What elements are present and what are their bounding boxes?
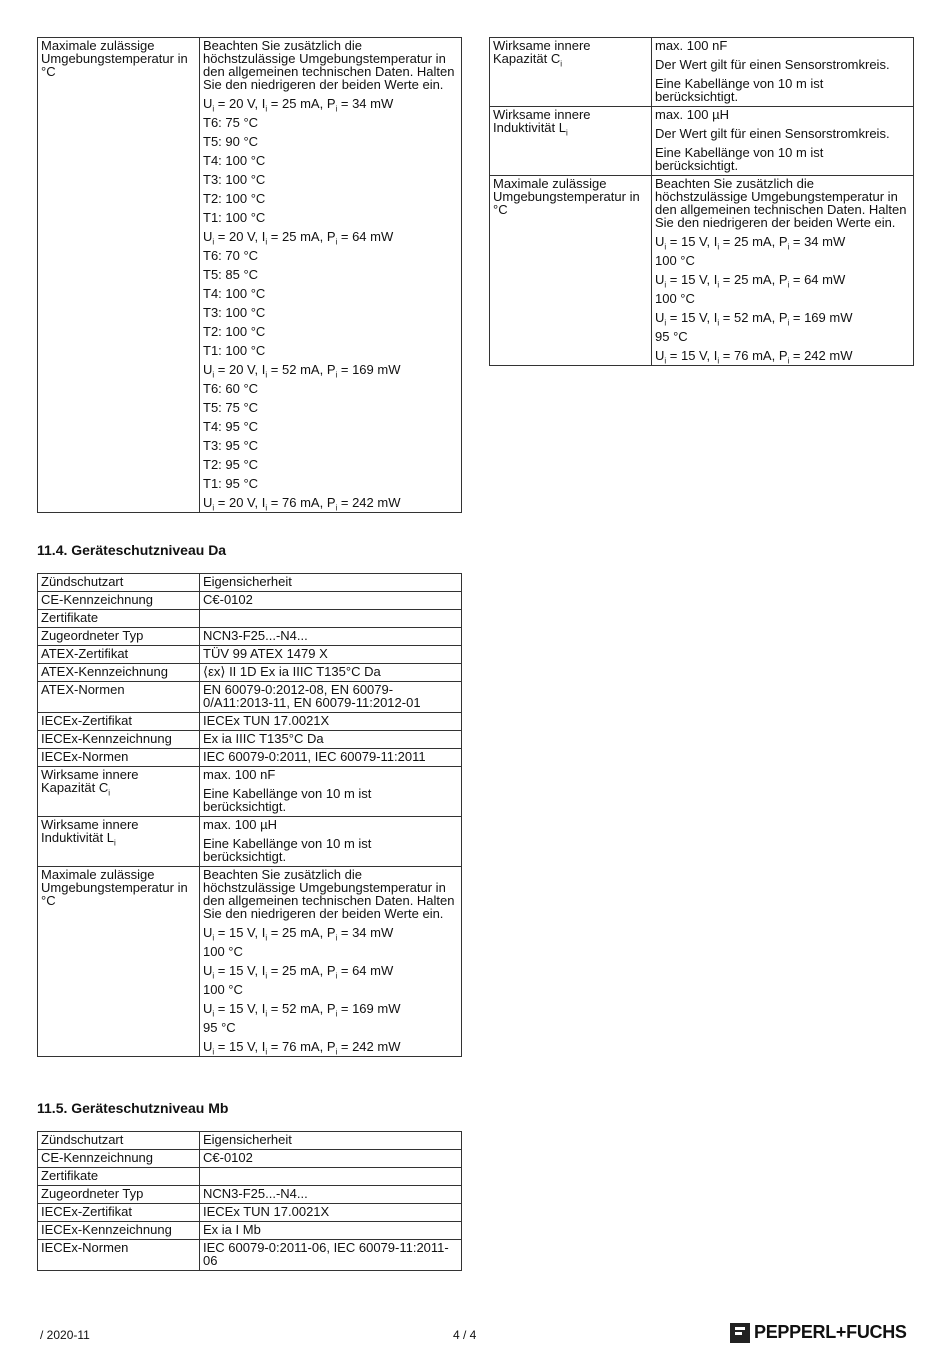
electrical-values-line: $U_i = 15$ V, $I_i = 52$ mA, $P_i = 169$ mW xyxy=(655,310,853,328)
temp-class-line: T6: 70 °C xyxy=(203,248,259,263)
capacitance-label: Wirksame innere Kapazität $C_i$ xyxy=(38,767,200,817)
brand-logo xyxy=(730,1322,907,1343)
inductance-values xyxy=(200,817,462,867)
electrical-values-line: $U_i = 20$ V, $I_i = 52$ mA, $P_i = 169$ mW xyxy=(203,362,401,380)
temp-class-line: T2: 100 °C xyxy=(203,324,266,339)
row-label: IECEx-Kennzeichnung xyxy=(38,731,200,749)
section-heading-mb: 11.5. Geräteschutzniveau Mb xyxy=(37,1100,229,1116)
value-line: Der Wert gilt für einen Sensorstromkreis. xyxy=(655,126,890,141)
row-label: ATEX-Zertifikat xyxy=(38,646,200,664)
footer-page-number: 4 / 4 xyxy=(453,1328,477,1342)
row-value: C€-0102 xyxy=(200,592,462,610)
section-da-table xyxy=(37,573,462,1057)
temp-class-line: T4: 95 °C xyxy=(203,419,259,434)
right-table-wrap xyxy=(489,37,914,366)
table-row xyxy=(38,682,462,713)
row-value: NCN3-F25...-N4... xyxy=(200,628,462,646)
table-row xyxy=(38,610,462,628)
temp-class-line: 95 °C xyxy=(655,329,688,344)
value-line: Eine Kabellänge von 10 m ist berücksichtigt. xyxy=(655,145,824,173)
table-row xyxy=(38,664,462,682)
temp-class-line: T3: 95 °C xyxy=(203,438,259,453)
row-label: Zündschutzart xyxy=(38,1132,200,1150)
temp-class-line: T4: 100 °C xyxy=(203,286,266,301)
electrical-values-line: $U_i = 15$ V, $I_i = 52$ mA, $P_i = 169$ mW xyxy=(203,1001,401,1019)
temp-class-line: T1: 100 °C xyxy=(203,210,266,225)
row-label: Zertifikate xyxy=(38,1168,200,1186)
electrical-values-line: $U_i = 15$ V, $I_i = 76$ mA, $P_i = 242$ mW xyxy=(655,348,853,366)
temp-class-line: T2: 100 °C xyxy=(203,191,266,206)
electrical-values-line: $U_i = 15$ V, $I_i = 25$ mA, $P_i = 34$ mW xyxy=(655,234,846,252)
temp-intro: Beachten Sie zusätzlich die höchstzulässige Umgebungstemperatur in den allgemeinen technischen Daten. Halten Sie den niedrigeren der beiden Werte ein. xyxy=(203,867,455,921)
row-value: C€-0102 xyxy=(200,1150,462,1168)
row-label: Zertifikate xyxy=(38,610,200,628)
temp-label: Maximale zulässige Umgebungstemperatur in °C xyxy=(38,38,200,513)
table-row xyxy=(38,1204,462,1222)
temp-class-line: T6: 75 °C xyxy=(203,115,259,130)
table-row xyxy=(38,1150,462,1168)
electrical-values-line: $U_i = 20$ V, $I_i = 25$ mA, $P_i = 64$ mW xyxy=(203,229,394,247)
temp-class-line: 100 °C xyxy=(655,253,695,268)
electrical-values-line: $U_i = 15$ V, $I_i = 25$ mA, $P_i = 34$ mW xyxy=(203,925,394,943)
row-value: IECEx TUN 17.0021X xyxy=(200,713,462,731)
row-label: Zündschutzart xyxy=(38,574,200,592)
row-label: ATEX-Normen xyxy=(38,682,200,713)
inductance-label: Wirksame innere Induktivität $L_i$ xyxy=(38,817,200,867)
electrical-values-line: $U_i = 20$ V, $I_i = 76$ mA, $P_i = 242$ mW xyxy=(203,495,401,513)
row-label: Zugeordneter Typ xyxy=(38,628,200,646)
right-spec-table xyxy=(489,37,914,366)
row-value xyxy=(200,1168,462,1186)
ce-mark-icon: C€ xyxy=(203,592,220,607)
value-line: Eine Kabellänge von 10 m ist berücksichtigt. xyxy=(203,836,372,864)
row-value: ⟨εx⟩ II 1D Ex ia IIIC T135°C Da xyxy=(200,664,462,682)
temperature-table-continued xyxy=(37,37,462,513)
row-label: CE-Kennzeichnung xyxy=(38,592,200,610)
temp-values xyxy=(200,867,462,1057)
brand-mark-icon xyxy=(730,1323,750,1343)
ex-mark-icon: ⟨εx⟩ xyxy=(203,664,226,679)
table-row xyxy=(38,1240,462,1271)
temp-class-line: T3: 100 °C xyxy=(203,305,266,320)
temp-class-line: 100 °C xyxy=(203,944,243,959)
row-label: IECEx-Zertifikat xyxy=(38,713,200,731)
inductance-values xyxy=(652,107,914,176)
table-row xyxy=(38,646,462,664)
row-label: Zugeordneter Typ xyxy=(38,1186,200,1204)
table-row xyxy=(38,1168,462,1186)
ce-mark-icon: C€ xyxy=(203,1150,220,1165)
table-row xyxy=(38,713,462,731)
row-value: Ex ia IIIC T135°C Da xyxy=(200,731,462,749)
value-line: max. 100 µH xyxy=(203,817,277,832)
temp-class-line: T5: 85 °C xyxy=(203,267,259,282)
table-row xyxy=(38,731,462,749)
row-value: TÜV 99 ATEX 1479 X xyxy=(200,646,462,664)
capacitance-values xyxy=(652,38,914,107)
section-mb-table xyxy=(37,1131,462,1271)
row-label: IECEx-Kennzeichnung xyxy=(38,1222,200,1240)
value-line: Der Wert gilt für einen Sensorstromkreis. xyxy=(655,57,890,72)
row-value: IEC 60079-0:2011-06, IEC 60079-11:2011-06 xyxy=(200,1240,462,1271)
section-mb-table-wrap xyxy=(37,1131,462,1271)
temp-values xyxy=(652,176,914,366)
temp-class-line: T5: 75 °C xyxy=(203,400,259,415)
row-value: IECEx TUN 17.0021X xyxy=(200,1204,462,1222)
value-line: max. 100 nF xyxy=(655,38,728,53)
electrical-values-line: $U_i = 20$ V, $I_i = 25$ mA, $P_i = 34$ mW xyxy=(203,96,394,114)
temp-intro: Beachten Sie zusätzlich die höchstzulässige Umgebungstemperatur in den allgemeinen technischen Daten. Halten Sie den niedrigeren der beiden Werte ein. xyxy=(655,176,907,230)
row-label: CE-Kennzeichnung xyxy=(38,1150,200,1168)
row-value: Ex ia I Mb xyxy=(200,1222,462,1240)
section-heading-da: 11.4. Geräteschutzniveau Da xyxy=(37,542,227,558)
temp-intro: Beachten Sie zusätzlich die höchstzulässige Umgebungstemperatur in den allgemeinen technischen Daten. Halten Sie den niedrigeren der beiden Werte ein. xyxy=(203,38,455,92)
table-row xyxy=(38,628,462,646)
row-value: NCN3-F25...-N4... xyxy=(200,1186,462,1204)
temp-label: Maximale zulässige Umgebungstemperatur in °C xyxy=(490,176,652,366)
left-top-table-wrap xyxy=(37,37,462,513)
temp-class-line: T1: 100 °C xyxy=(203,343,266,358)
section-da-table-wrap xyxy=(37,573,462,1057)
table-row xyxy=(38,749,462,767)
value-line: Eine Kabellänge von 10 m ist berücksichtigt. xyxy=(203,786,372,814)
electrical-values-line: $U_i = 15$ V, $I_i = 25$ mA, $P_i = 64$ mW xyxy=(655,272,846,290)
electrical-values-line: $U_i = 15$ V, $I_i = 76$ mA, $P_i = 242$ mW xyxy=(203,1039,401,1057)
temp-class-line: T5: 90 °C xyxy=(203,134,259,149)
table-row xyxy=(38,1186,462,1204)
capacitance-label: Wirksame innere Kapazität $C_i$ xyxy=(490,38,652,107)
temp-values xyxy=(200,38,462,513)
row-value xyxy=(200,610,462,628)
temp-class-line: T6: 60 °C xyxy=(203,381,259,396)
row-value: EN 60079-0:2012-08, EN 60079-0/A11:2013-11, EN 60079-11:2012-01 xyxy=(200,682,462,713)
temp-class-line: 100 °C xyxy=(203,982,243,997)
temp-label: Maximale zulässige Umgebungstemperatur in °C xyxy=(38,867,200,1057)
row-value: Eigensicherheit xyxy=(200,574,462,592)
temp-class-line: T4: 100 °C xyxy=(203,153,266,168)
row-value: IEC 60079-0:2011, IEC 60079-11:2011 xyxy=(200,749,462,767)
footer-date: / 2020-11 xyxy=(40,1328,90,1342)
temp-class-line: T1: 95 °C xyxy=(203,476,259,491)
row-value: Eigensicherheit xyxy=(200,1132,462,1150)
temp-class-line: 95 °C xyxy=(203,1020,236,1035)
value-line: Eine Kabellänge von 10 m ist berücksichtigt. xyxy=(655,76,824,104)
row-label: IECEx-Normen xyxy=(38,1240,200,1271)
value-line: max. 100 nF xyxy=(203,767,276,782)
row-label: IECEx-Zertifikat xyxy=(38,1204,200,1222)
capacitance-values xyxy=(200,767,462,817)
temp-class-line: 100 °C xyxy=(655,291,695,306)
temp-class-line: T2: 95 °C xyxy=(203,457,259,472)
table-row xyxy=(38,592,462,610)
inductance-label: Wirksame innere Induktivität $L_i$ xyxy=(490,107,652,176)
value-line: max. 100 µH xyxy=(655,107,729,122)
table-row xyxy=(38,1222,462,1240)
table-row xyxy=(38,574,462,592)
temp-class-line: T3: 100 °C xyxy=(203,172,266,187)
table-row xyxy=(38,1132,462,1150)
row-label: ATEX-Kennzeichnung xyxy=(38,664,200,682)
row-label: IECEx-Normen xyxy=(38,749,200,767)
electrical-values-line: $U_i = 15$ V, $I_i = 25$ mA, $P_i = 64$ mW xyxy=(203,963,394,981)
brand-name: PEPPERL+FUCHS xyxy=(754,1322,907,1342)
